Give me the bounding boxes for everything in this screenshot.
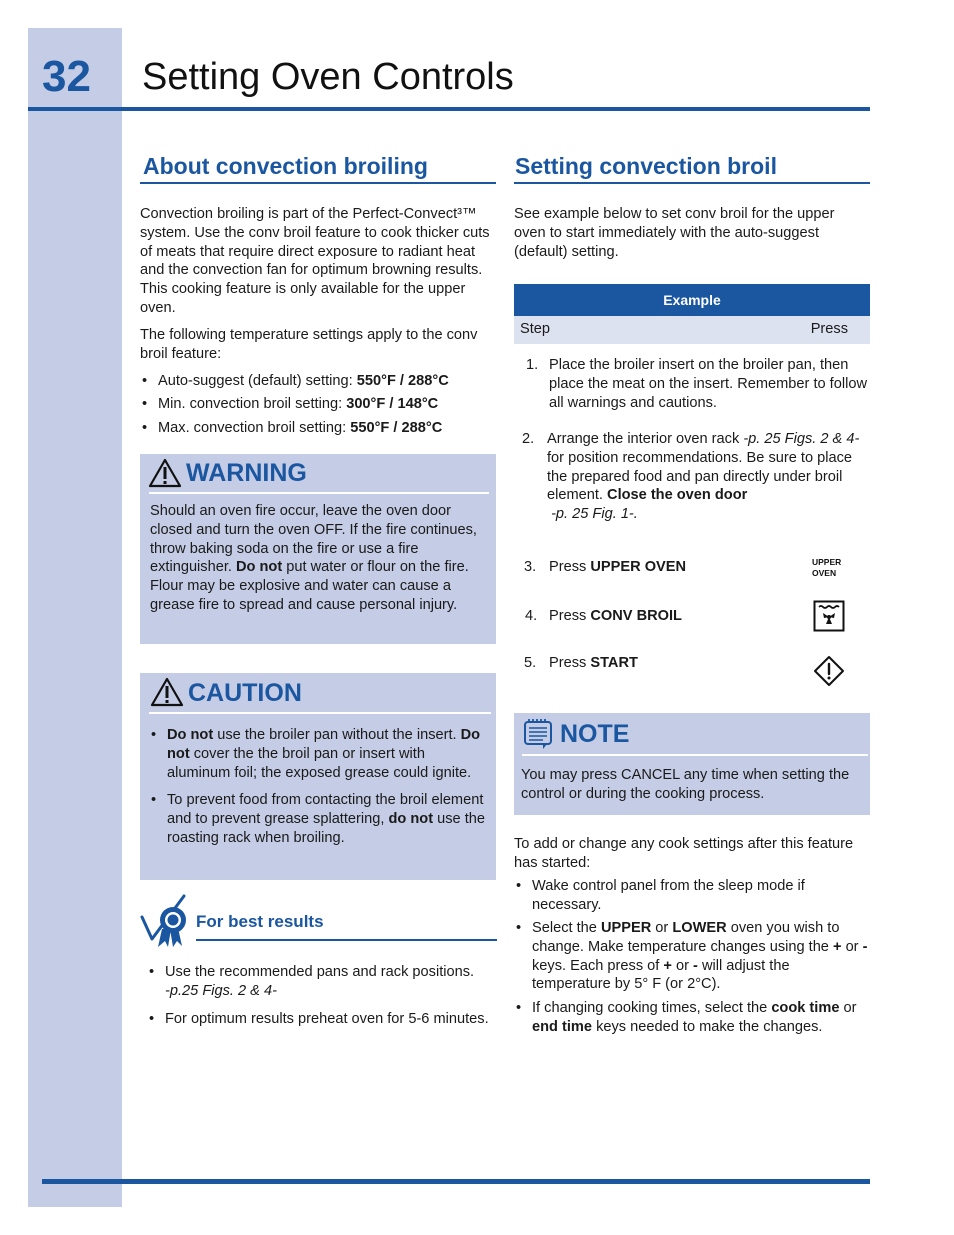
left-intro: Convection broiling is part of the Perfect-Convect³™ system. Use the conv broil feature to cook thicker cuts of meats that require direct exposure to radiant heat and the convection fan for optimum browning results. This cooking feature is only available for the upper oven.	[140, 206, 490, 316]
best-results-title: For best results	[196, 912, 324, 931]
note-box	[514, 713, 870, 815]
best-results-list	[147, 963, 502, 1033]
warning-text: Should an oven fire occur, leave the oven door closed and turn the oven OFF. If the fire continues, throw baking soda on the fire or use a fire extinguisher. Do not put water or flour on the fire. Flour may be explosive and water can cause a grease fire to spread and cause personal injury.	[150, 503, 477, 613]
right-intro: See example below to set conv broil for the upper oven to start immediately with the auto-suggest (default) setting.	[514, 206, 835, 260]
note-rule	[522, 754, 868, 756]
conv-broil-key-icon	[813, 600, 845, 632]
list-item: • Do not use the broiler pan without the insert. Do not cover the the broil pan or insert with aluminum foil; the exposed grease could ignite.	[149, 726, 489, 782]
step-column-label: Step	[520, 321, 551, 337]
bottom-rule	[42, 1179, 870, 1184]
ribbon-checkmark-icon	[140, 893, 190, 949]
note-pad-icon	[523, 719, 553, 749]
caution-list	[149, 726, 489, 852]
about-convection-broiling-heading: About convection broiling	[143, 153, 428, 179]
caution-rule	[149, 712, 491, 714]
warning-box	[140, 454, 496, 644]
list-item: • Max. convection broil setting: 550°F / 288°C	[140, 419, 496, 438]
page-title: Setting Oven Controls	[142, 56, 514, 98]
list-item: • Select the UPPER or LOWER oven you wish to change. Make temperature changes using the + or - keys. Each press of + or - will adjust the temperature by 5° F (or 2°C).	[514, 919, 870, 994]
page-number: 32	[42, 52, 91, 101]
list-item: • Min. convection broil setting: 300°F / 148°C	[140, 395, 496, 414]
after-intro: To add or change any cook settings after this feature has started:	[514, 836, 854, 871]
press-column-label: Press	[810, 321, 848, 337]
top-rule	[28, 107, 870, 111]
change-settings-list	[514, 877, 870, 1041]
page-sidebar	[28, 28, 122, 1207]
warning-title: WARNING	[186, 459, 307, 487]
list-item: • Wake control panel from the sleep mode if necessary.	[514, 877, 870, 915]
left-heading-rule	[140, 182, 496, 184]
list-item: • Use the recommended pans and rack positions. -p.25 Figs. 2 & 4-	[147, 963, 502, 1001]
warning-triangle-icon	[148, 458, 182, 488]
best-results-rule	[196, 939, 497, 941]
caution-box	[140, 673, 496, 880]
upper-oven-key: UPPER OVEN	[812, 557, 842, 578]
example-header: Example	[514, 284, 870, 316]
list-item: • For optimum results preheat oven for 5-6 minutes.	[147, 1010, 502, 1029]
temps-intro: The following temperature settings apply to the conv broil feature:	[140, 327, 478, 362]
list-item: • To prevent food from contacting the broil element and to prevent grease splattering, do not use the roasting rack when broiling.	[149, 791, 489, 847]
start-key-icon	[813, 655, 845, 687]
temps-list	[140, 372, 496, 442]
list-item: • Auto-suggest (default) setting: 550°F / 288°C	[140, 372, 496, 391]
note-text: You may press CANCEL any time when setting the control or during the cooking process.	[521, 767, 850, 802]
setting-convection-broil-heading: Setting convection broil	[515, 153, 777, 179]
right-heading-rule	[514, 182, 870, 184]
note-title: NOTE	[560, 720, 630, 748]
caution-triangle-icon	[150, 677, 184, 707]
example-subheader	[514, 316, 870, 344]
list-item: • If changing cooking times, select the cook time or end time keys needed to make the changes.	[514, 999, 870, 1037]
warning-rule	[149, 492, 489, 494]
caution-title: CAUTION	[188, 679, 302, 707]
